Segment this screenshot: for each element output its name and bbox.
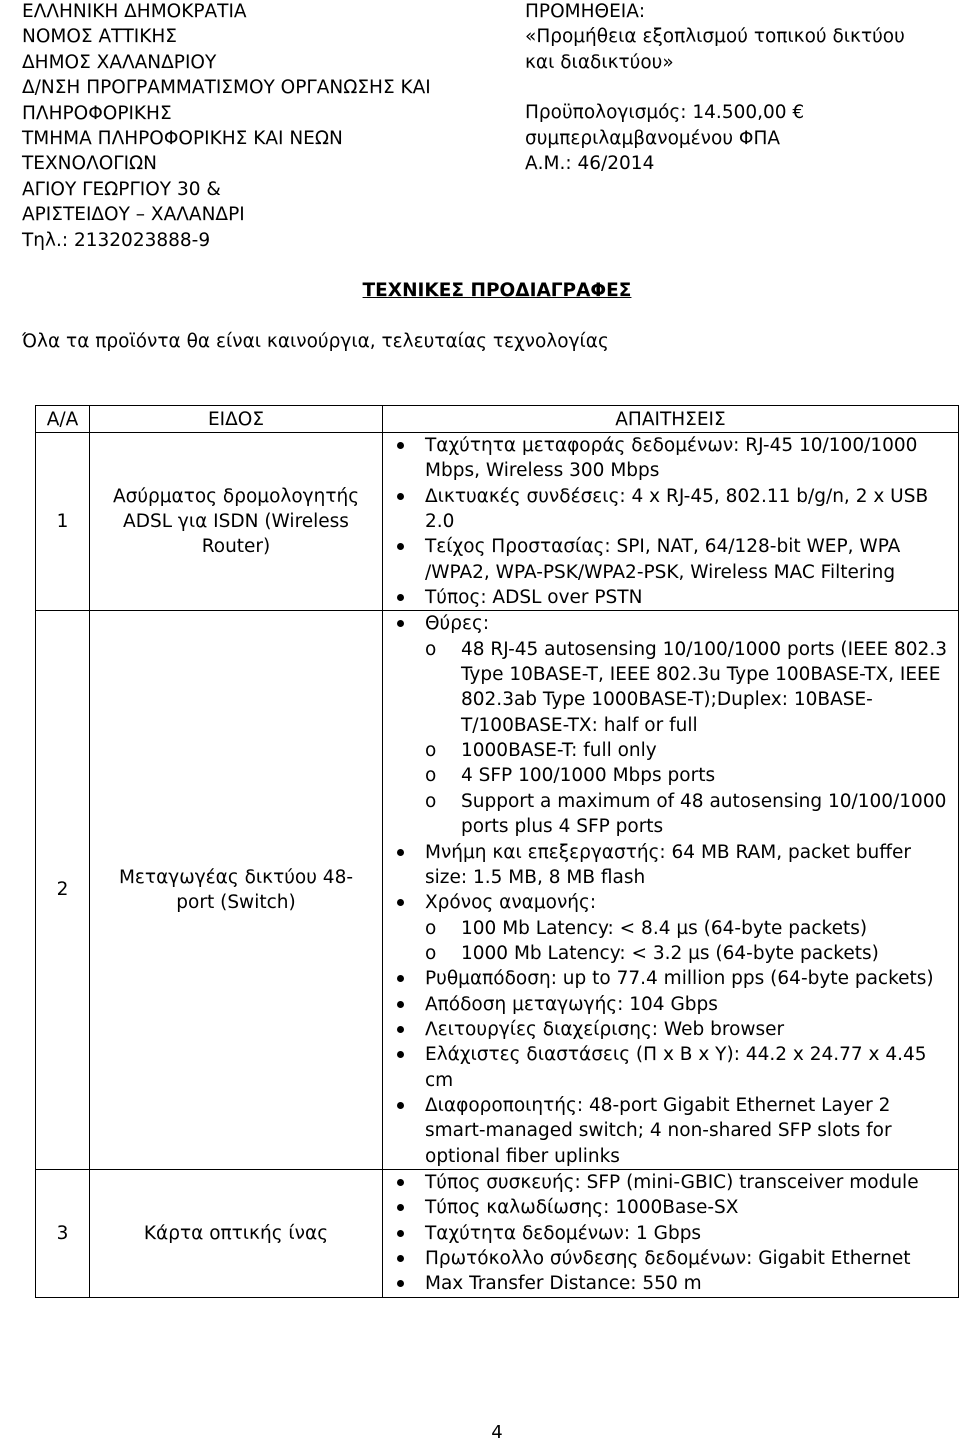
sub-requirement-item: o 1000 Mb Latency: < 3.2 µs (64-byte packets) xyxy=(425,941,952,966)
requirement-item xyxy=(383,840,958,891)
header-cell-item: ΕΙΔΟΣ xyxy=(90,406,383,433)
table-header-row xyxy=(36,406,959,433)
requirements-cell xyxy=(383,1169,959,1297)
requirements-cell xyxy=(383,433,959,611)
table-row xyxy=(36,1169,959,1297)
item-cell xyxy=(90,611,383,1170)
specifications-table xyxy=(35,405,959,1298)
requirement-item xyxy=(383,992,958,1017)
requirements-list xyxy=(383,433,958,610)
requirement-text: Ρυθμαπόδοση: up to 77.4 million pps (64-byte packets) xyxy=(425,968,934,990)
requirement-item xyxy=(383,585,958,610)
am-number: Α.Μ.: 46/2014 xyxy=(525,153,655,175)
requirement-text: Μνήμη και επεξεργαστής: 64 MB RAM, packet buffer size: 1.5 MB, 8 MB flash xyxy=(425,841,911,888)
requirement-text: Πρωτόκολλο σύνδεσης δεδομένων: Gigabit Ethernet xyxy=(425,1248,911,1269)
header-cell-requirements: ΑΠΑΙΤΗΣΕΙΣ xyxy=(383,406,959,433)
row-number: 1 xyxy=(36,433,90,611)
sub-requirement-item: o 100 Mb Latency: < 8.4 µs (64-byte packets) xyxy=(425,916,952,941)
requirement-item xyxy=(383,611,958,839)
intro-note: Όλα τα προϊόντα θα είναι καινούργια, τελευταίας τεχνολογίας xyxy=(22,331,609,352)
issuer-phone: Τηλ.: 2132023888-9 xyxy=(22,229,211,251)
requirements-list xyxy=(383,611,958,1169)
requirement-item xyxy=(383,484,958,535)
issuer-block xyxy=(22,0,502,253)
budget-vat-line: συμπεριλαμβανομένου ΦΠΑ xyxy=(525,127,781,149)
document-title: ΤΕΧΝΙΚΕΣ ΠΡΟΔΙΑΓΡΑΦΕΣ xyxy=(362,280,632,301)
item-cell xyxy=(90,1169,383,1297)
procurement-title-line: «Προμήθεια εξοπλισμού τοπικού δικτύου xyxy=(525,26,905,48)
item-name: Κάρτα οπτικής ίνας xyxy=(143,1222,329,1244)
requirement-item xyxy=(383,1246,958,1271)
procurement-title-line: και διαδικτύου» xyxy=(525,51,674,73)
page-number: 4 xyxy=(491,1422,503,1443)
row-number: 2 xyxy=(36,611,90,1170)
sub-requirements-list xyxy=(425,916,952,967)
requirement-item xyxy=(383,1017,958,1042)
requirement-item xyxy=(383,1170,958,1195)
requirement-text: Χρόνος αναμονής: xyxy=(425,892,597,914)
requirement-item xyxy=(383,433,958,484)
row-number: 3 xyxy=(36,1169,90,1297)
requirement-text: Τύπος καλωδίωσης: 1000Base-SX xyxy=(425,1197,739,1219)
requirement-text: Ταχύτητα μεταφοράς δεδομένων: RJ-45 10/100/1000 Mbps, Wireless 300 Mbps xyxy=(425,435,918,482)
issuer-line: Δ/ΝΣΗ ΠΡΟΓΡΑΜΜΑΤΙΣΜΟΥ ΟΡΓΑΝΩΣΗΣ ΚΑΙ xyxy=(22,77,431,99)
requirements-cell xyxy=(383,611,959,1170)
requirement-text: Τείχος Προστασίας: SPI, NAT, 64/128-bit WEP, WPA /WPA2, WPA-PSK/WPA2-PSK, Wireless MAC Filtering xyxy=(425,536,901,583)
requirement-text: Τύπος συσκευής: SFP (mini-GBIC) transceiver module xyxy=(425,1171,919,1193)
issuer-line: ΤΕΧΝΟΛΟΓΙΩΝ xyxy=(22,153,158,175)
budget-line: Προϋπολογισμός: 14.500,00 € xyxy=(525,102,805,124)
specifications-table-body xyxy=(36,406,959,1298)
sub-requirement-item: o 48 RJ-45 autosensing 10/100/1000 ports (IEEE 802.3 Type 10BASE-T, IEEE 802.3u Type 100BASE-TX, IEEE 802.3ab Type 1000BASE-T);Duplex: 10BASE-T/100BASE-TX: half or full xyxy=(425,637,952,738)
requirement-item xyxy=(383,1271,958,1296)
issuer-line: ΝΟΜΟΣ ΑΤΤΙΚΗΣ xyxy=(22,26,177,48)
issuer-line: ΕΛΛΗΝΙΚΗ ΔΗΜΟΚΡΑΤΙΑ xyxy=(22,1,247,22)
issuer-line: ΑΓΙΟΥ ΓΕΩΡΓΙΟΥ 30 & xyxy=(22,178,221,200)
sub-requirements-list xyxy=(425,637,952,840)
procurement-label: ΠΡΟΜΗΘΕΙΑ: xyxy=(525,1,646,22)
requirement-text: Θύρες: xyxy=(425,613,490,635)
requirement-item xyxy=(383,966,958,991)
item-name: Ασύρματος δρομολογητής ADSL για ISDN (Wireless Router) xyxy=(112,485,360,558)
issuer-line: ΑΡΙΣΤΕΙΔΟΥ – ΧΑΛΑΝΔΡΙ xyxy=(22,204,245,226)
requirement-text: Ταχύτητα δεδομένων: 1 Gbps xyxy=(425,1222,702,1244)
requirement-text: Λειτουργίες διαχείρισης: Web browser xyxy=(425,1018,785,1040)
issuer-line: ΔΗΜΟΣ ΧΑΛΑΝΔΡΙΟΥ xyxy=(22,51,217,73)
requirement-text: Τύπος: ADSL over PSTN xyxy=(425,587,643,609)
requirement-item xyxy=(383,1042,958,1093)
table-row xyxy=(36,611,959,1170)
procurement-block xyxy=(525,0,955,176)
requirement-text: Απόδοση μεταγωγής: 104 Gbps xyxy=(425,993,718,1015)
requirement-text: Δικτυακές συνδέσεις: 4 x RJ-45, 802.11 b/g/n, 2 x USB 2.0 xyxy=(425,485,929,533)
requirement-item xyxy=(383,1093,958,1169)
item-name: Μεταγωγέας δικτύου 48-port (Switch) xyxy=(118,866,354,914)
issuer-line: ΤΜΗΜΑ ΠΛΗΡΟΦΟΡΙΚΗΣ ΚΑΙ ΝΕΩΝ xyxy=(22,128,343,150)
requirement-item xyxy=(383,1195,958,1220)
sub-requirement-item: o 1000BASE-T: full only xyxy=(425,738,952,763)
header-cell-number: Α/Α xyxy=(36,406,90,433)
requirement-item xyxy=(383,1221,958,1246)
requirements-list xyxy=(383,1170,958,1297)
requirement-text: Ελάχιστες διαστάσεις (Π x Β x Υ): 44.2 x 24.77 x 4.45 cm xyxy=(425,1044,927,1091)
requirement-text: Διαφοροποιητής: 48-port Gigabit Ethernet Layer 2 smart-managed switch; 4 non-shared SFP slots for optional fiber uplinks xyxy=(425,1094,892,1167)
requirement-item xyxy=(383,534,958,585)
requirement-text: Max Transfer Distance: 550 m xyxy=(425,1273,702,1295)
issuer-line: ΠΛΗΡΟΦΟΡΙΚΗΣ xyxy=(22,102,172,124)
sub-requirement-item: o 4 SFP 100/1000 Mbps ports xyxy=(425,763,952,788)
table-row xyxy=(36,433,959,611)
item-cell xyxy=(90,433,383,611)
requirement-item xyxy=(383,890,958,966)
sub-requirement-item: o Support a maximum of 48 autosensing 10/100/1000 ports plus 4 SFP ports xyxy=(425,789,952,840)
